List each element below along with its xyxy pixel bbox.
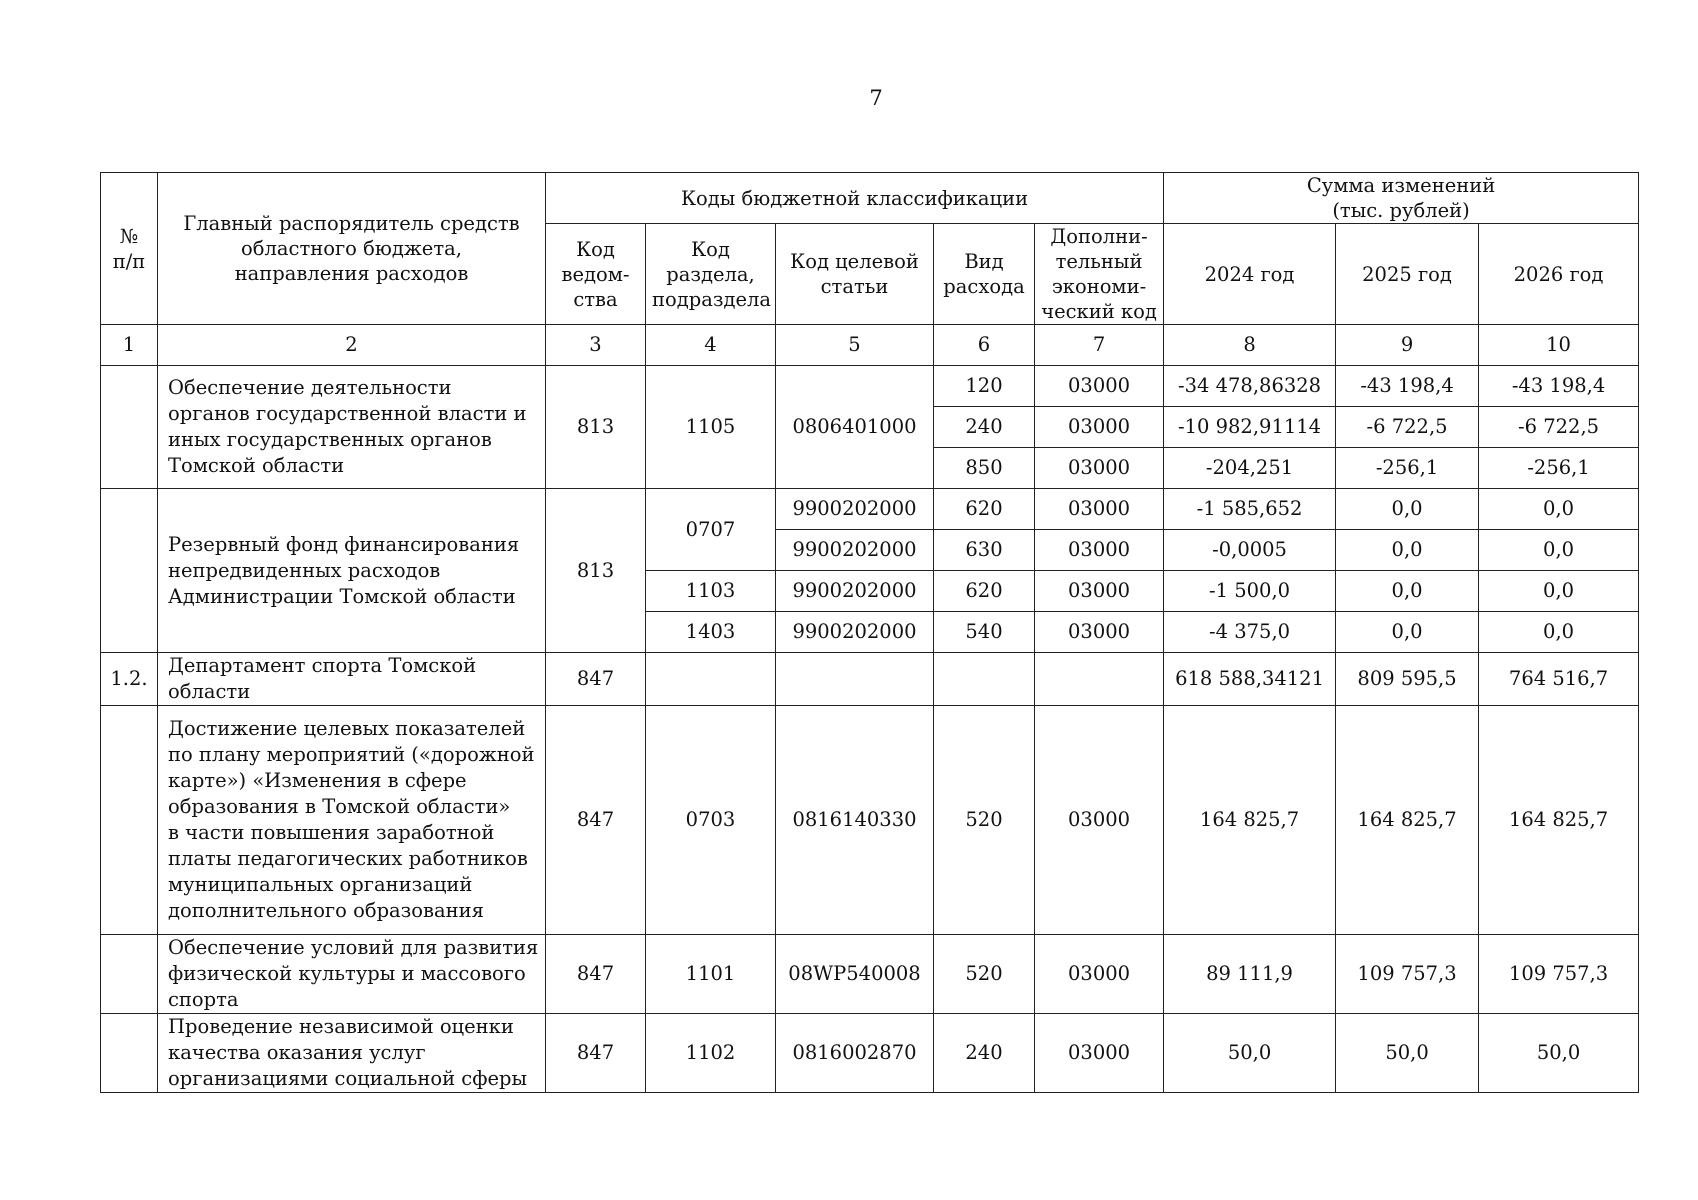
row-2024: -1 585,652 xyxy=(1164,489,1336,530)
dept-vedomstvo: 847 xyxy=(546,653,646,706)
row-vid: 630 xyxy=(934,530,1035,571)
row-num xyxy=(101,935,158,1014)
row-dop: 03000 xyxy=(1035,935,1164,1014)
row-vid: 620 xyxy=(934,571,1035,612)
row-num xyxy=(101,706,158,935)
col-number: 2 xyxy=(158,325,546,366)
header-codes-group: Коды бюджетной классификации xyxy=(546,173,1164,224)
row-2025: 0,0 xyxy=(1336,612,1479,653)
table-row xyxy=(101,489,1639,530)
dept-2024: 618 588,34121 xyxy=(1164,653,1336,706)
table-row xyxy=(101,1014,1639,1093)
row-vedomstvo: 847 xyxy=(546,1014,646,1093)
row-vid: 620 xyxy=(934,489,1035,530)
row-statya: 9900202000 xyxy=(776,571,934,612)
header-vid-raskhoda: Вид расхода xyxy=(934,224,1035,325)
col-number: 7 xyxy=(1035,325,1164,366)
row-num xyxy=(101,489,158,653)
table-row xyxy=(101,366,1639,407)
row-2026: 0,0 xyxy=(1479,489,1639,530)
row-vedomstvo: 813 xyxy=(546,366,646,489)
col-number: 9 xyxy=(1336,325,1479,366)
row-2025: 0,0 xyxy=(1336,571,1479,612)
row-razdel: 1105 xyxy=(646,366,776,489)
row-statya: 9900202000 xyxy=(776,530,934,571)
dept-num: 1.2. xyxy=(101,653,158,706)
dept-vid xyxy=(934,653,1035,706)
row-2026: -43 198,4 xyxy=(1479,366,1639,407)
row-2025: 164 825,7 xyxy=(1336,706,1479,935)
row-dop: 03000 xyxy=(1035,571,1164,612)
row-name: Достижение целевых показателей по плану мероприятий («дорожной карте») «Изменения в сфере образования в Томской области» в части повышения заработной платы педагогических работников муниципальных организаций дополнительного образования xyxy=(158,706,546,935)
table-row xyxy=(101,706,1639,935)
row-2024: -4 375,0 xyxy=(1164,612,1336,653)
row-name: Обеспечение условий для развития физической культуры и массового спорта xyxy=(158,935,546,1014)
row-statya: 0816140330 xyxy=(776,706,934,935)
row-2025: -256,1 xyxy=(1336,448,1479,489)
column-numbers-row xyxy=(101,325,1639,366)
row-razdel: 1102 xyxy=(646,1014,776,1093)
row-dop: 03000 xyxy=(1035,407,1164,448)
row-dop: 03000 xyxy=(1035,612,1164,653)
row-name: Резервный фонд финансирования непредвиденных расходов Администрации Томской области xyxy=(158,489,546,653)
row-razdel: 0703 xyxy=(646,706,776,935)
row-2025: -43 198,4 xyxy=(1336,366,1479,407)
row-2026: 164 825,7 xyxy=(1479,706,1639,935)
header-2024: 2024 год xyxy=(1164,224,1336,325)
row-vid: 850 xyxy=(934,448,1035,489)
row-razdel: 1403 xyxy=(646,612,776,653)
row-vedomstvo: 847 xyxy=(546,706,646,935)
row-razdel: 1101 xyxy=(646,935,776,1014)
row-dop: 03000 xyxy=(1035,366,1164,407)
dept-razdel xyxy=(646,653,776,706)
header-kod-statyi: Код целевой статьи xyxy=(776,224,934,325)
dept-statya xyxy=(776,653,934,706)
row-2025: 0,0 xyxy=(1336,530,1479,571)
row-2025: 109 757,3 xyxy=(1336,935,1479,1014)
row-2024: 164 825,7 xyxy=(1164,706,1336,935)
row-2024: -0,0005 xyxy=(1164,530,1336,571)
row-2026: 109 757,3 xyxy=(1479,935,1639,1014)
page-number: 7 xyxy=(869,86,883,110)
row-name: Обеспечение деятельности органов государственной власти и иных государственных органов Томской области xyxy=(158,366,546,489)
row-statya: 9900202000 xyxy=(776,489,934,530)
col-number: 5 xyxy=(776,325,934,366)
dept-2025: 809 595,5 xyxy=(1336,653,1479,706)
row-vid: 520 xyxy=(934,935,1035,1014)
row-vedomstvo: 813 xyxy=(546,489,646,653)
row-razdel: 1103 xyxy=(646,571,776,612)
header-kod-razdela: Код раздела, подраздела xyxy=(646,224,776,325)
row-dop: 03000 xyxy=(1035,530,1164,571)
col-number: 1 xyxy=(101,325,158,366)
row-2026: -6 722,5 xyxy=(1479,407,1639,448)
row-num xyxy=(101,366,158,489)
header-2025: 2025 год xyxy=(1336,224,1479,325)
header-name: Главный распорядитель средств областного бюджета, направления расходов xyxy=(158,173,546,325)
dept-name: Департамент спорта Томской области xyxy=(158,653,546,706)
row-dop: 03000 xyxy=(1035,448,1164,489)
row-vid: 120 xyxy=(934,366,1035,407)
row-2026: -256,1 xyxy=(1479,448,1639,489)
row-2024: 89 111,9 xyxy=(1164,935,1336,1014)
header-kod-vedomstva: Код ведом-ства xyxy=(546,224,646,325)
row-2026: 0,0 xyxy=(1479,571,1639,612)
col-number: 3 xyxy=(546,325,646,366)
row-2024: -34 478,86328 xyxy=(1164,366,1336,407)
dept-dop xyxy=(1035,653,1164,706)
row-2025: -6 722,5 xyxy=(1336,407,1479,448)
col-number: 4 xyxy=(646,325,776,366)
row-statya: 0816002870 xyxy=(776,1014,934,1093)
row-2025: 50,0 xyxy=(1336,1014,1479,1093)
row-vedomstvo: 847 xyxy=(546,935,646,1014)
row-2026: 0,0 xyxy=(1479,612,1639,653)
row-2024: 50,0 xyxy=(1164,1014,1336,1093)
row-2024: -1 500,0 xyxy=(1164,571,1336,612)
department-row xyxy=(101,653,1639,706)
row-razdel: 0707 xyxy=(646,489,776,571)
row-2026: 0,0 xyxy=(1479,530,1639,571)
row-2026: 50,0 xyxy=(1479,1014,1639,1093)
table-row xyxy=(101,935,1639,1014)
row-2024: -10 982,91114 xyxy=(1164,407,1336,448)
row-name: Проведение независимой оценки качества оказания услуг организациями социальной сферы xyxy=(158,1014,546,1093)
row-2025: 0,0 xyxy=(1336,489,1479,530)
row-statya: 08WP540008 xyxy=(776,935,934,1014)
header-dop-kod: Дополни-тельный экономи-ческий код xyxy=(1035,224,1164,325)
row-dop: 03000 xyxy=(1035,1014,1164,1093)
row-vid: 240 xyxy=(934,1014,1035,1093)
row-vid: 520 xyxy=(934,706,1035,935)
row-dop: 03000 xyxy=(1035,706,1164,935)
header-num: № п/п xyxy=(101,173,158,325)
header-2026: 2026 год xyxy=(1479,224,1639,325)
row-statya: 9900202000 xyxy=(776,612,934,653)
row-num xyxy=(101,1014,158,1093)
dept-2026: 764 516,7 xyxy=(1479,653,1639,706)
row-2024: -204,251 xyxy=(1164,448,1336,489)
row-vid: 540 xyxy=(934,612,1035,653)
col-number: 6 xyxy=(934,325,1035,366)
col-number: 8 xyxy=(1164,325,1336,366)
row-dop: 03000 xyxy=(1035,489,1164,530)
header-sum-group: Сумма изменений (тыс. рублей) xyxy=(1164,173,1639,224)
row-statya: 0806401000 xyxy=(776,366,934,489)
header-row-1 xyxy=(101,173,1639,224)
budget-table xyxy=(100,172,1639,1093)
col-number: 10 xyxy=(1479,325,1639,366)
row-vid: 240 xyxy=(934,407,1035,448)
